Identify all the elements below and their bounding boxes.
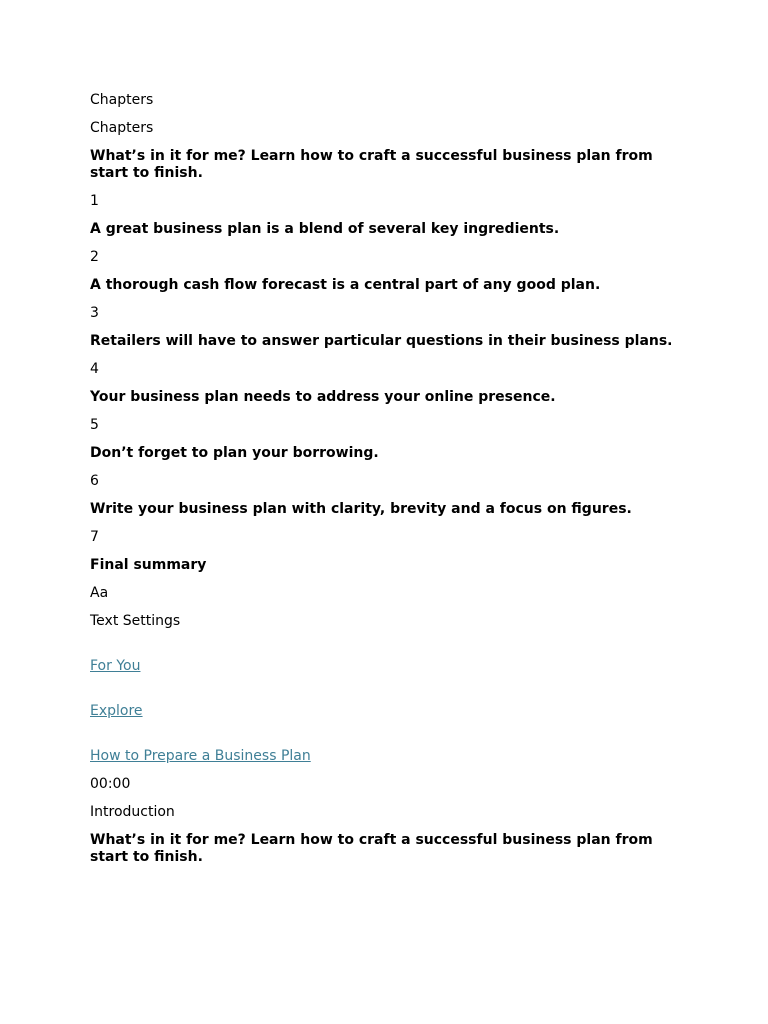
player-current-title: What’s in it for me? Learn how to craft a successful business plan from start to finish.	[90, 832, 653, 865]
chapter-number-4: 4	[90, 361, 99, 377]
nav-explore-link[interactable]: Explore	[90, 703, 143, 719]
nav-explore-wrap	[90, 703, 680, 720]
text-settings-label[interactable]: Text Settings	[90, 613, 181, 629]
chapter-intro-title[interactable]: What’s in it for me? Learn how to craft a successful business plan from start to finish.	[90, 148, 653, 181]
chapter-number-7: 7	[90, 529, 99, 545]
chapter-title-5[interactable]: Don’t forget to plan your borrowing.	[90, 445, 379, 461]
book-title-link[interactable]: How to Prepare a Business Plan	[90, 748, 311, 764]
book-title-wrap	[90, 748, 680, 765]
chapter-number-5: 5	[90, 417, 99, 433]
chapters-label: Chapters	[90, 92, 154, 108]
chapter-number-3: 3	[90, 305, 99, 321]
player-section: Introduction	[90, 804, 175, 820]
chapter-title-3[interactable]: Retailers will have to answer particular questions in their business plans.	[90, 333, 673, 349]
chapter-title-7[interactable]: Final summary	[90, 557, 207, 573]
nav-for-you-link[interactable]: For You	[90, 658, 141, 674]
text-settings-icon[interactable]: Aa	[90, 585, 109, 601]
chapter-number-2: 2	[90, 249, 99, 265]
chapter-title-4[interactable]: Your business plan needs to address your online presence.	[90, 389, 556, 405]
chapter-list	[90, 148, 680, 574]
page-content	[90, 92, 680, 877]
nav-for-you-wrap	[90, 658, 680, 675]
chapter-title-2[interactable]: A thorough cash flow forecast is a central part of any good plan.	[90, 277, 601, 293]
chapter-number-6: 6	[90, 473, 99, 489]
chapters-heading: Chapters	[90, 120, 154, 136]
chapter-number-1: 1	[90, 193, 99, 209]
chapter-title-6[interactable]: Write your business plan with clarity, brevity and a focus on figures.	[90, 501, 632, 517]
chapter-title-1[interactable]: A great business plan is a blend of several key ingredients.	[90, 221, 560, 237]
player-time: 00:00	[90, 776, 131, 792]
